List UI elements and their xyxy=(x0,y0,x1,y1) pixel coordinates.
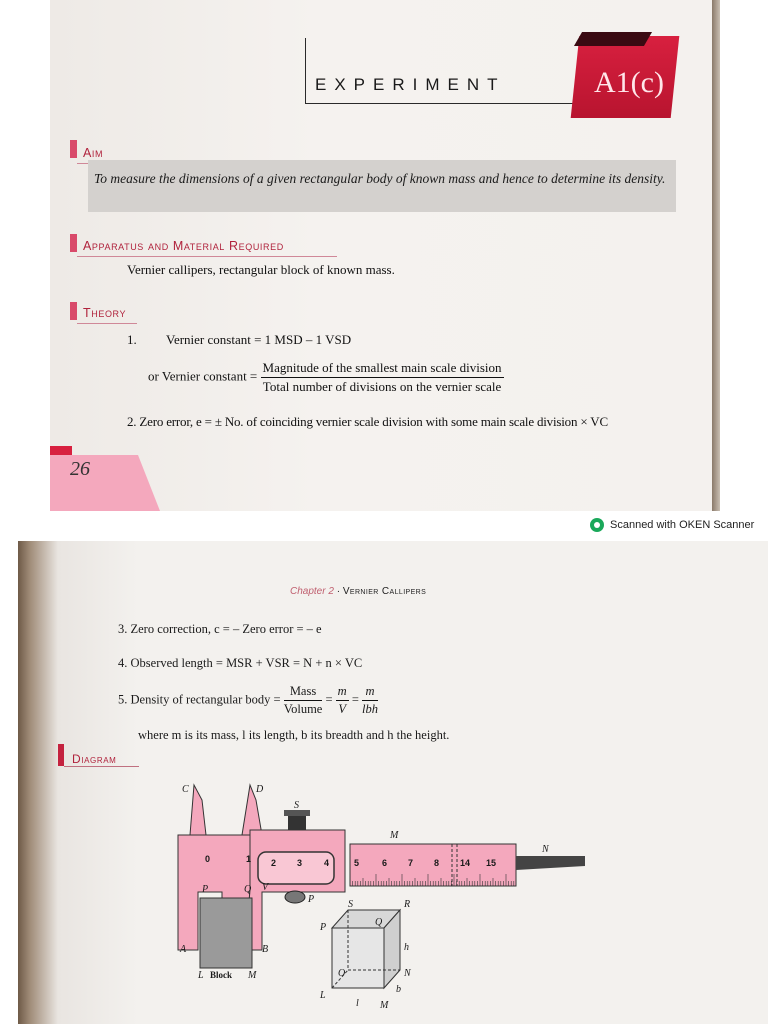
density-frac-2-num: m xyxy=(336,684,349,701)
vernier-alt-prefix: or Vernier constant = xyxy=(148,368,258,384)
label-m-block: M xyxy=(248,970,257,981)
density-frac-1 xyxy=(284,684,323,717)
vernier-fraction xyxy=(261,360,504,395)
label-n: N xyxy=(542,844,549,855)
upper-jaw-c xyxy=(190,785,206,835)
item4-text: 4. Observed length = MSR + VSR = N + n × VC xyxy=(118,656,363,670)
cube-label-m: M xyxy=(380,1000,389,1011)
density-frac-3-num: m xyxy=(362,684,378,701)
scale-label-1: 1 xyxy=(246,854,252,864)
apparatus-marker xyxy=(70,234,77,252)
vernier-window xyxy=(258,852,334,884)
label-d: D xyxy=(256,784,264,795)
cube-label-b: b xyxy=(396,984,401,995)
rectangular-block xyxy=(200,898,252,968)
vernier-caliper-diagram xyxy=(170,780,590,1020)
page-number-stripe xyxy=(50,446,72,455)
page-edge xyxy=(712,0,720,511)
vernier-constant-formula xyxy=(148,360,618,395)
experiment-title: EXPERIMENT xyxy=(315,75,506,94)
scanner-logo-icon xyxy=(590,518,604,532)
label-p-screw: P xyxy=(308,894,315,905)
thumb-wheel xyxy=(285,891,305,903)
density-frac-3 xyxy=(362,684,378,717)
chapter-name: Vernier Callipers xyxy=(342,586,427,597)
scale-label-2: 2 xyxy=(271,858,277,868)
cube-label-l: L xyxy=(320,990,326,1001)
item5-prefix: 5. Density of rectangular body = xyxy=(118,692,281,707)
theory-marker xyxy=(70,302,77,320)
label-block: Block xyxy=(210,970,233,980)
apparatus-rule xyxy=(77,256,337,257)
label-s: S xyxy=(294,800,299,811)
scale-label-3: 3 xyxy=(297,858,303,868)
scale-label-5: 5 xyxy=(354,858,360,868)
title-underline xyxy=(305,103,587,104)
cube-label-r: R xyxy=(404,899,411,910)
scanner-badge xyxy=(590,518,754,532)
cube-label-p: P xyxy=(320,922,327,933)
vernier-frac-num: Magnitude of the smallest main scale division xyxy=(261,360,504,378)
depth-rod xyxy=(516,856,585,870)
chapter-separator: · xyxy=(336,586,341,597)
page-number: 26 xyxy=(70,458,90,480)
item5-formula: 5. Density of rectangular body = $\frac{\text{Mass}}{\text{Volume}}$ = $\frac{m}{V}$ = $\frac{m}{\text{lbh}}$ xyxy=(118,684,378,716)
scale-label-0: 0 xyxy=(205,854,211,864)
cube-label-s: S xyxy=(348,899,353,910)
experiment-code: A1(c) xyxy=(594,66,664,99)
theory-item1-text: Vernier constant = 1 MSD – 1 VSD xyxy=(166,332,352,347)
label-p: P xyxy=(202,884,209,895)
cube-label-q: Q xyxy=(375,917,383,928)
item3-text: 3. Zero correction, c = – Zero error = – e xyxy=(118,622,322,636)
experiment-tab-shadow xyxy=(574,32,652,46)
label-m: M xyxy=(390,830,399,841)
diagram-heading: Diagram xyxy=(72,752,117,766)
cube-label-o: O xyxy=(338,968,346,979)
label-b: B xyxy=(262,944,269,955)
vernier-slider xyxy=(245,830,345,950)
scale-label-7: 7 xyxy=(408,858,414,868)
density-frac-2-den: V xyxy=(338,702,346,716)
lock-screw xyxy=(288,814,306,830)
cube-label-n: N xyxy=(404,968,411,979)
aim-text: To measure the dimensions of a given rectangular body of known mass and hence to determine its density. xyxy=(94,171,666,186)
cube-label-length: l xyxy=(356,998,359,1009)
label-q: Q xyxy=(244,884,252,895)
scale-label-15: 15 xyxy=(486,858,497,868)
scale-label-6: 6 xyxy=(382,858,388,868)
cube-label-h: h xyxy=(404,942,409,953)
density-frac-1-den: Volume xyxy=(283,702,323,716)
chapter-header xyxy=(290,586,426,597)
title-divider xyxy=(305,38,306,104)
label-a: A xyxy=(180,944,187,955)
theory-rule xyxy=(77,323,137,324)
label-l: L xyxy=(198,970,204,981)
theory-heading: Theory xyxy=(83,306,127,320)
apparatus-heading: Apparatus and Material Required xyxy=(83,239,284,253)
density-frac-3-den: lbh xyxy=(362,702,378,716)
density-frac-1-num: Mass xyxy=(284,684,323,701)
label-c: C xyxy=(182,784,189,795)
chapter-prefix: Chapter 2 xyxy=(290,586,334,597)
scale-label-8: 8 xyxy=(434,858,440,868)
diagram-rule xyxy=(64,766,139,767)
density-frac-2 xyxy=(336,684,349,717)
aim-marker xyxy=(70,140,77,158)
scale-label-14: 14 xyxy=(460,858,471,868)
aim-heading: Aim xyxy=(83,146,104,160)
apparatus-text: Vernier callipers, rectangular block of known mass. xyxy=(127,262,395,277)
scanner-badge-text: Scanned with OKEN Scanner xyxy=(610,518,755,531)
scale-label-4: 4 xyxy=(324,858,330,868)
where-text: where m is its mass, l its length, b its breadth and h the height. xyxy=(138,728,450,742)
label-v: V xyxy=(262,882,269,893)
theory-item2-text: 2. Zero error, e = ± No. of coinciding vernier scale division with some main scale division × VC xyxy=(127,414,608,429)
vernier-frac-den: Total number of divisions on the vernier scale xyxy=(262,379,502,394)
diagram-marker xyxy=(58,744,64,766)
theory-item1-num: 1. xyxy=(127,332,137,347)
